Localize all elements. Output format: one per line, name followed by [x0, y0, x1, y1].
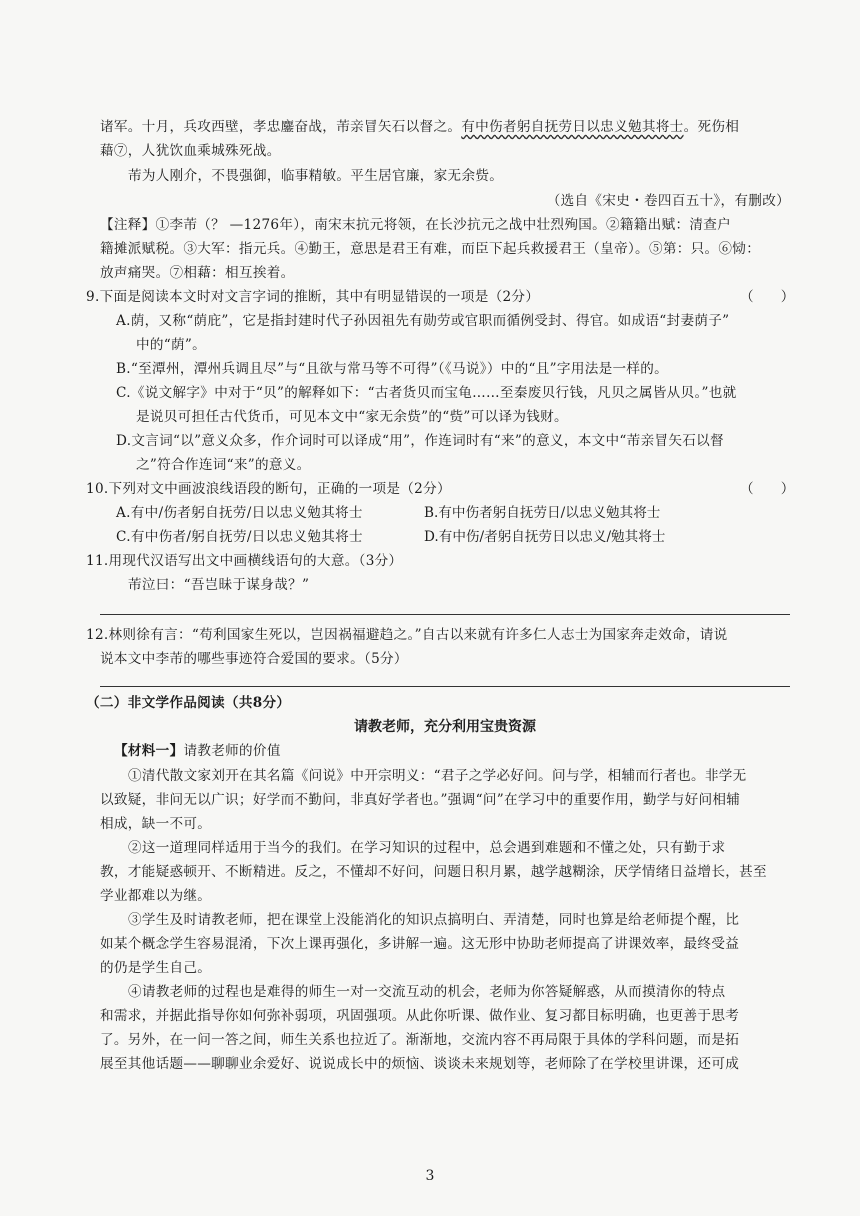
material-1-heading [114, 740, 804, 762]
material-title: 请教老师的价值 [183, 743, 281, 759]
q12-answer-line[interactable] [100, 686, 790, 687]
q9-option-a[interactable]: A.荫，又称“荫庇”，它是指封建时代子孙因祖先有勋劳或官职而循例受封、得官。如成语“封妻荫子” [116, 313, 730, 329]
q9-option-b[interactable]: B.“至潭州，潭州兵调且尽”与“且欲与常马等不可得”（《马说》）中的“且”字用法是一样的。 [116, 361, 669, 377]
passage-line-1 [100, 116, 790, 138]
para-3-line-2: 如某个概念学生容易混淆，下次上课再强化，多讲解一遍。这无形中协助老师提高了讲课效率，最终受益 [100, 936, 740, 952]
q9-option-c-cont: 是说贝可担任古代货币，可见本文中“家无余赀”的“赀”可以译为钱财。 [136, 409, 568, 425]
para-4-line-1: ④请教老师的过程也是难得的师生一对一交流互动的机会，老师为你答疑解惑，从而摸清你的特点 [128, 984, 726, 1000]
wavy-underlined-sentence: 有中伤者躬自抚劳日以忠义勉其将士 [461, 119, 684, 135]
q10-option-d[interactable]: D.有中伤/者躬自抚劳日以忠义/勉其将士 [424, 529, 666, 545]
q9-option-d[interactable]: D.文言词“以”意义众多，作介词时可以译成“用”，作连词时有“来”的意义，本文中“芾亲冒矢石以督 [116, 433, 724, 449]
q11-sentence: 芾泣曰：“吾岂昧于谋身哉？” [128, 577, 310, 593]
notes-line-2: 籍摊派赋税。③大军：指元兵。④勤王，意思是君王有难，而臣下起兵救援君王（皇帝）。⑤第：只。⑥恸： [100, 241, 761, 257]
notes-line-3: 放声痛哭。⑦相藉：相互挨着。 [100, 265, 295, 281]
passage-text: 。死伤相 [683, 119, 740, 135]
notes-line-1: 【注释】①李芾（？ —1276年），南宋末抗元将领，在长沙抗元之战中壮烈殉国。②籍籍出赋：清查户 [100, 217, 732, 233]
q12-stem-cont: 说本文中李芾的哪些事迹符合爱国的要求。（5分） [100, 651, 408, 667]
section-heading: （二）非文学作品阅读（共8分） [86, 695, 291, 711]
passage-source: （选自《宋史・卷四百五十》，有删改） [546, 193, 790, 209]
article-title: 请教老师，充分利用宝贵资源 [354, 719, 536, 735]
page-number: 3 [425, 1168, 435, 1184]
para-3-line-1: ③学生及时请教老师，把在课堂上没能消化的知识点搞明白、弄清楚，同时也算是给老师提个醒，比 [128, 912, 740, 928]
q10-stem: 10.下列对文中画波浪线语段的断句，正确的一项是（2分） [86, 481, 451, 497]
passage-paragraph-2: 芾为人刚介，不畏强御，临事精敏。平生居官廉，家无余赀。 [128, 168, 504, 184]
passage-line-2: 藉⑦，人犹饮血乘城殊死战。 [100, 143, 281, 159]
q10-option-a[interactable]: A.有中/伤者躬自抚劳/日以忠义勉其将士 [116, 505, 363, 521]
q9-option-d-cont: 之”符合作连词“来”的意义。 [136, 457, 311, 473]
para-4-line-4: 展至其他话题——聊聊业余爱好、说说成长中的烦恼、谈谈未来规划等，老师除了在学校里讲课，还可成 [100, 1056, 740, 1072]
para-4-line-2: 和需求，并据此指导你如何弥补弱项，巩固强项。从此你听课、做作业、复习都目标明确，也更善于思考 [100, 1008, 740, 1024]
q10-option-c[interactable]: C.有中伤者/躬自抚劳/日以忠义勉其将士 [116, 529, 363, 545]
para-2-line-3: 学业都难以为继。 [100, 888, 212, 904]
q10-option-b[interactable]: B.有中伤者躬自抚劳日/以忠义勉其将士 [424, 505, 661, 521]
q9-option-a-cont: 中的“荫”。 [136, 337, 207, 353]
q9-stem: 9.下面是阅读本文时对文言字词的推断，其中有明显错误的一项是（2分） [86, 289, 540, 305]
material-label: 【材料一】 [114, 743, 184, 759]
q9-option-c[interactable]: C.《说文解字》中对于“贝”的解释如下：“古者货贝而宝龟……至秦废贝行钱，凡贝之属皆从贝。”也就 [116, 385, 737, 401]
q10-answer-blank[interactable]: （ ） [740, 481, 795, 497]
q12-stem: 12.林则徐有言：“苟利国家生死以，岂因祸福避趋之。”自古以来就有许多仁人志士为国家奔走效命，请说 [86, 627, 728, 643]
para-3-line-3: 的仍是学生自己。 [100, 960, 212, 976]
para-1-line-2: 以致疑，非问无以广识；好学而不勤问，非真好学者也。”强调“问”在学习中的重要作用，勤学与好问相辅 [100, 792, 741, 808]
passage-text: 诸军。十月，兵攻西壁，孝忠鏖奋战，芾亲冒矢石以督之。 [100, 119, 462, 135]
q9-answer-blank[interactable]: （ ） [740, 289, 795, 305]
para-4-line-3: 了。另外，在一问一答之间，师生关系也拉近了。渐渐地，交流内容不再局限于具体的学科问题，而是拓 [100, 1032, 740, 1048]
para-1-line-1: ①清代散文家刘开在其名篇《问说》中开宗明义：“君子之学必好问。问与学，相辅而行者也。非学无 [128, 768, 747, 784]
para-2-line-2: 教，才能疑惑顿开、不断精进。反之，不懂却不好问，问题日积月累，越学越糊涂，厌学情绪日益增长，甚至 [100, 864, 767, 880]
q11-stem: 11.用现代汉语写出文中画横线语句的大意。（3分） [86, 553, 403, 569]
q11-answer-line[interactable] [100, 614, 790, 615]
para-1-line-3: 相成，缺一不可。 [100, 816, 212, 832]
para-2-line-1: ②这一道理同样适用于当今的我们。在学习知识的过程中，总会遇到难题和不懂之处，只有勤于求 [128, 840, 726, 856]
